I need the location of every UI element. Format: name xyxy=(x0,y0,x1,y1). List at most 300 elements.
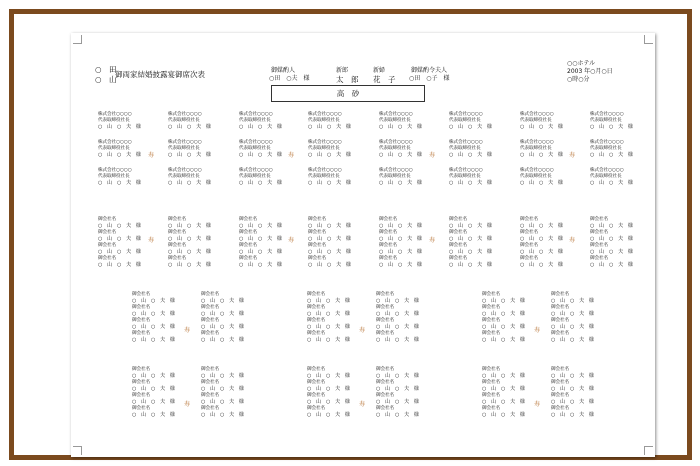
guest-entry xyxy=(449,140,492,158)
guest-name: ○ 山 ○ 夫 様 xyxy=(307,386,350,392)
guest-company: 株式会社○○○○ xyxy=(379,112,413,117)
document-frame xyxy=(9,9,692,460)
guest-company: 御会社名 xyxy=(168,217,186,222)
guest-title: 代表取締役社長 xyxy=(590,146,622,151)
guest-company: 御会社名 xyxy=(551,292,569,297)
guest-company: 御会社名 xyxy=(482,380,500,385)
guest-company: 御会社名 xyxy=(520,256,538,261)
guest-name: ○ 山 ○ 夫 様 xyxy=(132,399,175,405)
guest-company: 御会社名 xyxy=(201,292,219,297)
guest-entry xyxy=(132,292,175,304)
guest-name: ○ 山 ○ 夫 様 xyxy=(376,324,419,330)
guest-name: ○ 山 ○ 夫 様 xyxy=(449,249,492,255)
guest-company: 御会社名 xyxy=(376,292,394,297)
guest-company: 御会社名 xyxy=(590,217,608,222)
guest-name: ○ 山 ○ 夫 様 xyxy=(376,412,419,418)
guest-entry xyxy=(201,318,244,330)
guest-entry xyxy=(201,393,244,405)
guest-company: 御会社名 xyxy=(449,217,467,222)
guest-name: ○ 山 ○ 夫 様 xyxy=(201,373,244,379)
guest-entry xyxy=(239,168,282,186)
guest-name: ○ 山 ○ 夫 様 xyxy=(201,311,244,317)
guest-name: ○ 山 ○ 夫 様 xyxy=(168,236,211,242)
guest-company: 御会社名 xyxy=(307,318,325,323)
guest-name: ○ 山 ○ 夫 様 xyxy=(482,311,525,317)
guest-entry xyxy=(551,380,594,392)
guest-company: 御会社名 xyxy=(132,406,150,411)
guest-company: 御会社名 xyxy=(482,331,500,336)
guest-company: 御会社名 xyxy=(201,380,219,385)
guest-entry xyxy=(449,230,492,242)
guest-entry xyxy=(520,217,563,229)
guest-name: ○ 山 ○ 夫 様 xyxy=(590,249,633,255)
nakodo-wife-name: ○田 ○子 様 xyxy=(409,75,450,82)
guest-name: ○ 山 ○ 夫 様 xyxy=(168,223,211,229)
guest-company: 御会社名 xyxy=(376,305,394,310)
guest-name: ○ 山 ○ 夫 様 xyxy=(520,262,563,268)
guest-entry xyxy=(520,112,563,130)
document-page xyxy=(71,33,655,457)
guest-company: 御会社名 xyxy=(449,243,467,248)
guest-entry xyxy=(551,331,594,343)
table-marker-kotobuki: 寿 xyxy=(184,327,191,334)
guest-name: ○ 山 ○ 夫 様 xyxy=(201,337,244,343)
guest-company: 御会社名 xyxy=(376,367,394,372)
guest-name: ○ 山 ○ 夫 様 xyxy=(376,298,419,304)
bride-name: 花 子 xyxy=(373,75,396,84)
guest-name: ○ 山 ○ 夫 様 xyxy=(379,180,422,186)
seating-chart-title: 御両家結婚披露宴御席次表 xyxy=(115,70,205,79)
guest-entry xyxy=(379,256,422,268)
guest-name: ○ 山 ○ 夫 様 xyxy=(379,249,422,255)
nakodo-name: ○田 ○夫 様 xyxy=(269,75,310,82)
guest-company: 御会社名 xyxy=(379,243,397,248)
guest-name: ○ 山 ○ 夫 様 xyxy=(449,124,492,130)
guest-name: ○ 山 ○ 夫 様 xyxy=(590,262,633,268)
guest-entry xyxy=(168,230,211,242)
guest-company: 株式会社○○○○ xyxy=(168,112,202,117)
guest-entry xyxy=(520,230,563,242)
guest-company: 株式会社○○○○ xyxy=(168,168,202,173)
guest-entry xyxy=(376,305,419,317)
guest-entry xyxy=(551,393,594,405)
table-marker-kotobuki: 寿 xyxy=(569,152,576,159)
table-marker-kotobuki: 寿 xyxy=(534,401,541,408)
guest-entry xyxy=(168,112,211,130)
guest-company: 御会社名 xyxy=(308,217,326,222)
guest-name: ○ 山 ○ 夫 様 xyxy=(520,124,563,130)
guest-entry xyxy=(98,217,141,229)
guest-company: 御会社名 xyxy=(590,243,608,248)
guest-name: ○ 山 ○ 夫 様 xyxy=(98,152,141,158)
guest-name: ○ 山 ○ 夫 様 xyxy=(379,124,422,130)
guest-company: 株式会社○○○○ xyxy=(590,140,624,145)
guest-company: 御会社名 xyxy=(201,305,219,310)
guest-name: ○ 山 ○ 夫 様 xyxy=(449,180,492,186)
venue-name: ○○ホテル xyxy=(567,60,596,67)
groom-label: 新郎 xyxy=(336,67,349,74)
guest-name: ○ 山 ○ 夫 様 xyxy=(379,236,422,242)
guest-entry xyxy=(98,168,141,186)
guest-company: 御会社名 xyxy=(482,318,500,323)
guest-name: ○ 山 ○ 夫 様 xyxy=(201,298,244,304)
guest-title: 代表取締役社長 xyxy=(239,118,271,123)
guest-name: ○ 山 ○ 夫 様 xyxy=(98,180,141,186)
guest-company: 株式会社○○○○ xyxy=(590,112,624,117)
guest-name: ○ 山 ○ 夫 様 xyxy=(376,337,419,343)
guest-entry xyxy=(379,112,422,130)
guest-name: ○ 山 ○ 夫 様 xyxy=(449,236,492,242)
guest-company: 御会社名 xyxy=(307,367,325,372)
guest-entry xyxy=(239,243,282,255)
guest-company: 株式会社○○○○ xyxy=(168,140,202,145)
guest-name: ○ 山 ○ 夫 様 xyxy=(551,386,594,392)
guest-entry xyxy=(379,217,422,229)
guest-name: ○ 山 ○ 夫 様 xyxy=(132,311,175,317)
guest-company: 株式会社○○○○ xyxy=(98,168,132,173)
guest-name: ○ 山 ○ 夫 様 xyxy=(379,152,422,158)
guest-company: 御会社名 xyxy=(132,305,150,310)
guest-company: 株式会社○○○○ xyxy=(239,112,273,117)
guest-company: 御会社名 xyxy=(482,305,500,310)
guest-company: 御会社名 xyxy=(307,331,325,336)
guest-company: 御会社名 xyxy=(551,393,569,398)
guest-name: ○ 山 ○ 夫 様 xyxy=(201,386,244,392)
guest-title: 代表取締役社長 xyxy=(449,146,481,151)
guest-entry xyxy=(520,140,563,158)
guest-entry xyxy=(551,367,594,379)
guest-title: 代表取締役社長 xyxy=(98,146,130,151)
guest-entry xyxy=(239,140,282,158)
guest-entry xyxy=(201,367,244,379)
guest-entry xyxy=(551,406,594,418)
guest-name: ○ 山 ○ 夫 様 xyxy=(551,399,594,405)
guest-entry xyxy=(376,331,419,343)
guest-company: 御会社名 xyxy=(132,393,150,398)
guest-company: 御会社名 xyxy=(201,331,219,336)
guest-name: ○ 山 ○ 夫 様 xyxy=(482,337,525,343)
guest-entry xyxy=(201,305,244,317)
guest-company: 株式会社○○○○ xyxy=(98,140,132,145)
guest-entry xyxy=(168,243,211,255)
guest-name: ○ 山 ○ 夫 様 xyxy=(376,373,419,379)
guest-company: 御会社名 xyxy=(379,256,397,261)
guest-entry xyxy=(482,292,525,304)
guest-name: ○ 山 ○ 夫 様 xyxy=(379,262,422,268)
guest-name: ○ 山 ○ 夫 様 xyxy=(551,311,594,317)
guest-company: 御会社名 xyxy=(239,230,257,235)
guest-company: 株式会社○○○○ xyxy=(520,140,554,145)
guest-entry xyxy=(449,112,492,130)
guest-company: 株式会社○○○○ xyxy=(239,168,273,173)
nakodo-wife-label: 御媒酌令夫人 xyxy=(411,67,448,74)
guest-name: ○ 山 ○ 夫 様 xyxy=(376,311,419,317)
guest-name: ○ 山 ○ 夫 様 xyxy=(482,399,525,405)
event-time: ○時○分 xyxy=(567,76,590,83)
guest-entry xyxy=(482,367,525,379)
guest-name: ○ 山 ○ 夫 様 xyxy=(239,152,282,158)
guest-entry xyxy=(308,243,351,255)
guest-company: 御会社名 xyxy=(132,318,150,323)
guest-company: 御会社名 xyxy=(520,230,538,235)
guest-entry xyxy=(379,140,422,158)
guest-name: ○ 山 ○ 夫 様 xyxy=(168,249,211,255)
guest-entry xyxy=(379,230,422,242)
guest-entry xyxy=(168,217,211,229)
guest-entry xyxy=(307,331,350,343)
guest-company: 御会社名 xyxy=(168,243,186,248)
table-marker-kotobuki: 寿 xyxy=(429,152,436,159)
guest-title: 代表取締役社長 xyxy=(308,146,340,151)
guest-title: 代表取締役社長 xyxy=(590,118,622,123)
guest-name: ○ 山 ○ 夫 様 xyxy=(132,412,175,418)
guest-entry xyxy=(379,243,422,255)
guest-entry xyxy=(132,380,175,392)
guest-name: ○ 山 ○ 夫 様 xyxy=(520,249,563,255)
guest-company: 御会社名 xyxy=(482,406,500,411)
guest-entry xyxy=(551,305,594,317)
guest-title: 代表取締役社長 xyxy=(239,174,271,179)
guest-company: 御会社名 xyxy=(307,292,325,297)
guest-name: ○ 山 ○ 夫 様 xyxy=(201,399,244,405)
guest-entry xyxy=(307,393,350,405)
guest-entry xyxy=(379,168,422,186)
guest-company: 御会社名 xyxy=(551,318,569,323)
guest-title: 代表取締役社長 xyxy=(168,118,200,123)
guest-title: 代表取締役社長 xyxy=(590,174,622,179)
table-marker-kotobuki: 寿 xyxy=(288,152,295,159)
guest-entry xyxy=(168,168,211,186)
guest-entry xyxy=(590,168,633,186)
guest-company: 御会社名 xyxy=(376,380,394,385)
guest-company: 株式会社○○○○ xyxy=(449,168,483,173)
guest-name: ○ 山 ○ 夫 様 xyxy=(590,236,633,242)
guest-entry xyxy=(201,331,244,343)
guest-entry xyxy=(132,406,175,418)
guest-entry xyxy=(201,380,244,392)
guest-company: 株式会社○○○○ xyxy=(590,168,624,173)
guest-entry xyxy=(132,331,175,343)
guest-company: 御会社名 xyxy=(449,230,467,235)
guest-name: ○ 山 ○ 夫 様 xyxy=(376,399,419,405)
guest-name: ○ 山 ○ 夫 様 xyxy=(482,324,525,330)
guest-entry xyxy=(201,292,244,304)
guest-entry xyxy=(239,217,282,229)
guest-name: ○ 山 ○ 夫 様 xyxy=(590,180,633,186)
guest-name: ○ 山 ○ 夫 様 xyxy=(482,298,525,304)
guest-name: ○ 山 ○ 夫 様 xyxy=(98,249,141,255)
guest-name: ○ 山 ○ 夫 様 xyxy=(168,262,211,268)
guest-entry xyxy=(376,318,419,330)
guest-company: 御会社名 xyxy=(307,380,325,385)
guest-company: 御会社名 xyxy=(201,406,219,411)
guest-name: ○ 山 ○ 夫 様 xyxy=(482,412,525,418)
guest-title: 代表取締役社長 xyxy=(520,146,552,151)
guest-entry xyxy=(590,112,633,130)
guest-company: 御会社名 xyxy=(98,230,116,235)
guest-company: 株式会社○○○○ xyxy=(379,168,413,173)
table-marker-kotobuki: 寿 xyxy=(429,237,436,244)
guest-entry xyxy=(590,217,633,229)
guest-company: 御会社名 xyxy=(551,367,569,372)
guest-entry xyxy=(376,380,419,392)
guest-name: ○ 山 ○ 夫 様 xyxy=(168,152,211,158)
guest-company: 御会社名 xyxy=(590,230,608,235)
guest-entry xyxy=(132,305,175,317)
guest-company: 御会社名 xyxy=(132,331,150,336)
guest-company: 御会社名 xyxy=(201,318,219,323)
guest-entry xyxy=(376,393,419,405)
guest-company: 御会社名 xyxy=(308,256,326,261)
guest-title: 代表取締役社長 xyxy=(449,118,481,123)
guest-company: 御会社名 xyxy=(520,217,538,222)
guest-name: ○ 山 ○ 夫 様 xyxy=(520,236,563,242)
table-marker-kotobuki: 寿 xyxy=(148,237,155,244)
guest-entry xyxy=(98,112,141,130)
guest-title: 代表取締役社長 xyxy=(98,174,130,179)
guest-entry xyxy=(376,406,419,418)
guest-entry xyxy=(308,140,351,158)
guest-name: ○ 山 ○ 夫 様 xyxy=(201,324,244,330)
guest-company: 株式会社○○○○ xyxy=(449,112,483,117)
guest-company: 御会社名 xyxy=(239,217,257,222)
guest-company: 株式会社○○○○ xyxy=(520,112,554,117)
guest-entry xyxy=(520,168,563,186)
guest-name: ○ 山 ○ 夫 様 xyxy=(482,386,525,392)
guest-company: 株式会社○○○○ xyxy=(239,140,273,145)
guest-name: ○ 山 ○ 夫 様 xyxy=(132,298,175,304)
guest-name: ○ 山 ○ 夫 様 xyxy=(239,236,282,242)
guest-name: ○ 山 ○ 夫 様 xyxy=(551,412,594,418)
guest-company: 御会社名 xyxy=(379,230,397,235)
guest-entry xyxy=(482,393,525,405)
head-table-koza: 高 砂 xyxy=(271,85,425,102)
guest-company: 株式会社○○○○ xyxy=(449,140,483,145)
guest-company: 御会社名 xyxy=(98,243,116,248)
guest-entry xyxy=(520,256,563,268)
family-name-1: ○ 田 xyxy=(95,65,117,74)
guest-name: ○ 山 ○ 夫 様 xyxy=(307,298,350,304)
guest-name: ○ 山 ○ 夫 様 xyxy=(307,399,350,405)
guest-company: 御会社名 xyxy=(376,406,394,411)
guest-entry xyxy=(168,256,211,268)
guest-name: ○ 山 ○ 夫 様 xyxy=(449,223,492,229)
guest-title: 代表取締役社長 xyxy=(449,174,481,179)
guest-company: 御会社名 xyxy=(132,380,150,385)
guest-name: ○ 山 ○ 夫 様 xyxy=(98,223,141,229)
guest-company: 御会社名 xyxy=(482,367,500,372)
guest-company: 株式会社○○○○ xyxy=(520,168,554,173)
guest-entry xyxy=(308,230,351,242)
guest-entry xyxy=(239,112,282,130)
guest-entry xyxy=(307,380,350,392)
guest-entry xyxy=(449,217,492,229)
guest-entry xyxy=(308,112,351,130)
guest-name: ○ 山 ○ 夫 様 xyxy=(132,386,175,392)
guest-company: 御会社名 xyxy=(379,217,397,222)
guest-name: ○ 山 ○ 夫 様 xyxy=(98,262,141,268)
guest-name: ○ 山 ○ 夫 様 xyxy=(239,249,282,255)
guest-name: ○ 山 ○ 夫 様 xyxy=(379,223,422,229)
guest-title: 代表取締役社長 xyxy=(520,118,552,123)
guest-name: ○ 山 ○ 夫 様 xyxy=(132,373,175,379)
guest-entry xyxy=(132,318,175,330)
guest-entry xyxy=(482,406,525,418)
guest-entry xyxy=(132,367,175,379)
guest-name: ○ 山 ○ 夫 様 xyxy=(307,373,350,379)
family-name-2: ○ 山 xyxy=(95,75,117,84)
guest-company: 株式会社○○○○ xyxy=(308,140,342,145)
guest-entry xyxy=(482,305,525,317)
guest-entry xyxy=(590,243,633,255)
guest-entry xyxy=(308,256,351,268)
guest-entry xyxy=(201,406,244,418)
guest-name: ○ 山 ○ 夫 様 xyxy=(520,180,563,186)
guest-company: 御会社名 xyxy=(98,217,116,222)
guest-name: ○ 山 ○ 夫 様 xyxy=(551,298,594,304)
guest-name: ○ 山 ○ 夫 様 xyxy=(132,324,175,330)
guest-company: 御会社名 xyxy=(168,256,186,261)
guest-name: ○ 山 ○ 夫 様 xyxy=(308,223,351,229)
guest-entry xyxy=(590,140,633,158)
guest-entry xyxy=(168,140,211,158)
guest-title: 代表取締役社長 xyxy=(239,146,271,151)
guest-name: ○ 山 ○ 夫 様 xyxy=(307,311,350,317)
guest-entry xyxy=(551,318,594,330)
bride-label: 新婦 xyxy=(373,67,386,74)
event-date: 2003 年○月○日 xyxy=(567,68,613,75)
guest-title: 代表取締役社長 xyxy=(168,174,200,179)
guest-name: ○ 山 ○ 夫 様 xyxy=(239,223,282,229)
table-marker-kotobuki: 寿 xyxy=(359,401,366,408)
guest-company: 御会社名 xyxy=(551,406,569,411)
guest-company: 御会社名 xyxy=(308,230,326,235)
guest-entry xyxy=(482,318,525,330)
guest-name: ○ 山 ○ 夫 様 xyxy=(551,373,594,379)
guest-entry xyxy=(98,256,141,268)
guest-entry xyxy=(98,230,141,242)
guest-company: 御会社名 xyxy=(551,305,569,310)
guest-company: 御会社名 xyxy=(201,367,219,372)
guest-company: 御会社名 xyxy=(98,256,116,261)
guest-name: ○ 山 ○ 夫 様 xyxy=(308,249,351,255)
guest-company: 御会社名 xyxy=(376,318,394,323)
table-marker-kotobuki: 寿 xyxy=(569,237,576,244)
guest-name: ○ 山 ○ 夫 様 xyxy=(308,180,351,186)
guest-name: ○ 山 ○ 夫 様 xyxy=(551,324,594,330)
guest-company: 御会社名 xyxy=(551,380,569,385)
guest-entry xyxy=(449,243,492,255)
guest-name: ○ 山 ○ 夫 様 xyxy=(308,124,351,130)
table-marker-kotobuki: 寿 xyxy=(359,327,366,334)
guest-entry xyxy=(132,393,175,405)
guest-name: ○ 山 ○ 夫 様 xyxy=(449,262,492,268)
guest-name: ○ 山 ○ 夫 様 xyxy=(168,180,211,186)
guest-entry xyxy=(308,168,351,186)
guest-name: ○ 山 ○ 夫 様 xyxy=(132,337,175,343)
guest-title: 代表取締役社長 xyxy=(308,118,340,123)
guest-name: ○ 山 ○ 夫 様 xyxy=(308,152,351,158)
guest-name: ○ 山 ○ 夫 様 xyxy=(520,223,563,229)
guest-title: 代表取締役社長 xyxy=(98,118,130,123)
guest-entry xyxy=(307,318,350,330)
guest-company: 株式会社○○○○ xyxy=(98,112,132,117)
guest-name: ○ 山 ○ 夫 様 xyxy=(201,412,244,418)
guest-name: ○ 山 ○ 夫 様 xyxy=(307,337,350,343)
guest-company: 株式会社○○○○ xyxy=(379,140,413,145)
guest-title: 代表取締役社長 xyxy=(168,146,200,151)
guest-title: 代表取締役社長 xyxy=(379,174,411,179)
